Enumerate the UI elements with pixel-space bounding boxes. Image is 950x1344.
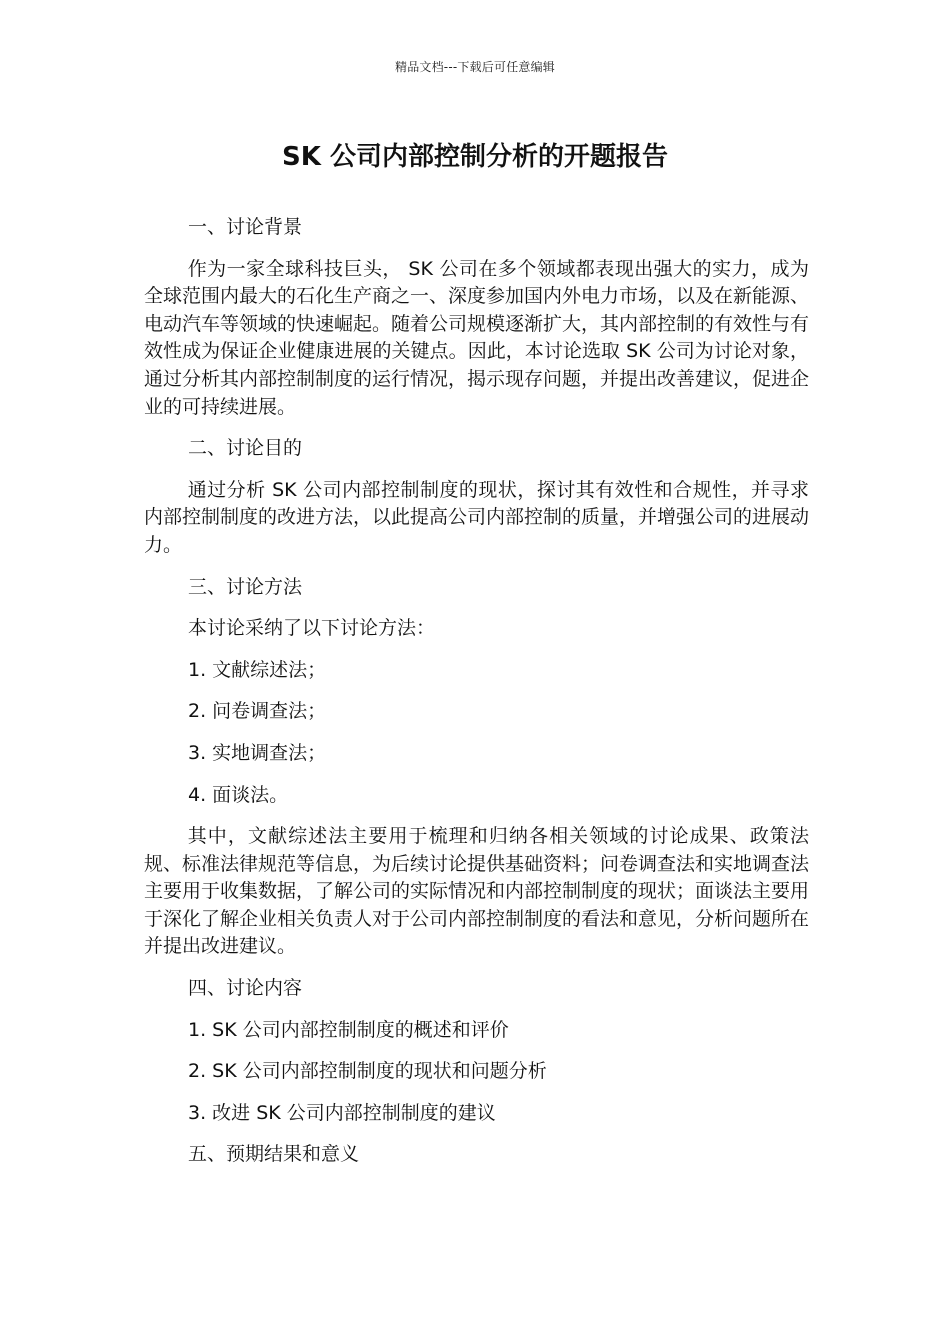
header-note: 精品文档---下载后可任意编辑 (395, 60, 555, 74)
method-item-3: 3. 实地调查法； (188, 741, 327, 764)
section-heading-content: 四、讨论内容 (188, 977, 303, 1000)
section-heading-purpose: 二、讨论目的 (188, 437, 303, 460)
document-title: SK 公司内部控制分析的开题报告 (282, 142, 668, 172)
section-heading-background: 一、讨论背景 (188, 216, 303, 238)
content-item-3: 3. 改进 SK 公司内部控制制度的建议 (188, 1101, 496, 1124)
method-item-2: 2. 问卷调查法； (188, 700, 327, 723)
content-item-1: 1. SK 公司内部控制制度的概述和评价 (188, 1018, 509, 1041)
method-item-4: 4. 面谈法。 (188, 783, 289, 806)
method-item-1: 1. 文献综述法； (188, 658, 327, 681)
paragraph-methods-detail: 其中，文献综述法主要用于梳理和归纳各相关领域的讨论成果、政策法规、标准法律规范等信息，为后续讨论提供基础资料；问卷调查法和实地调查法主要用于收集数据，了解公司的实际情况和内部控制制度的现状；面谈法主要用于深化了解企业相关负责人对于公司内部控制制度的看法和意见，分析问题所在并提出改进建议。 (144, 825, 810, 958)
paragraph-background: 作为一家全球科技巨头， SK 公司在多个领域都表现出强大的实力，成为全球范围内最大的石化生产商之一、深度参加国内外电力市场，以及在新能源、电动汽车等领域的快速崛起。随着公司规模逐渐扩大，其内部控制的有效性与有效性成为保证企业健康进展的关键点。因此，本讨论选取 SK 公司为讨论对象，通过分析其内部控制制度的运行情况，揭示现存问题，并提出改善建议，促进企业的可持续进展。 (144, 257, 810, 418)
paragraph-purpose: 通过分析 SK 公司内部控制制度的现状，探讨其有效性和合规性，并寻求内部控制制度的改进方法，以此提高公司内部控制的质量，并增强公司的进展动力。 (144, 478, 810, 556)
document-body (144, 214, 809, 1183)
section-heading-methods: 三、讨论方法 (188, 575, 303, 598)
methods-intro: 本讨论采纳了以下讨论方法： (188, 617, 436, 640)
section-heading-expected-results: 五、预期结果和意义 (188, 1143, 360, 1166)
content-item-2: 2. SK 公司内部控制制度的现状和问题分析 (188, 1060, 547, 1083)
